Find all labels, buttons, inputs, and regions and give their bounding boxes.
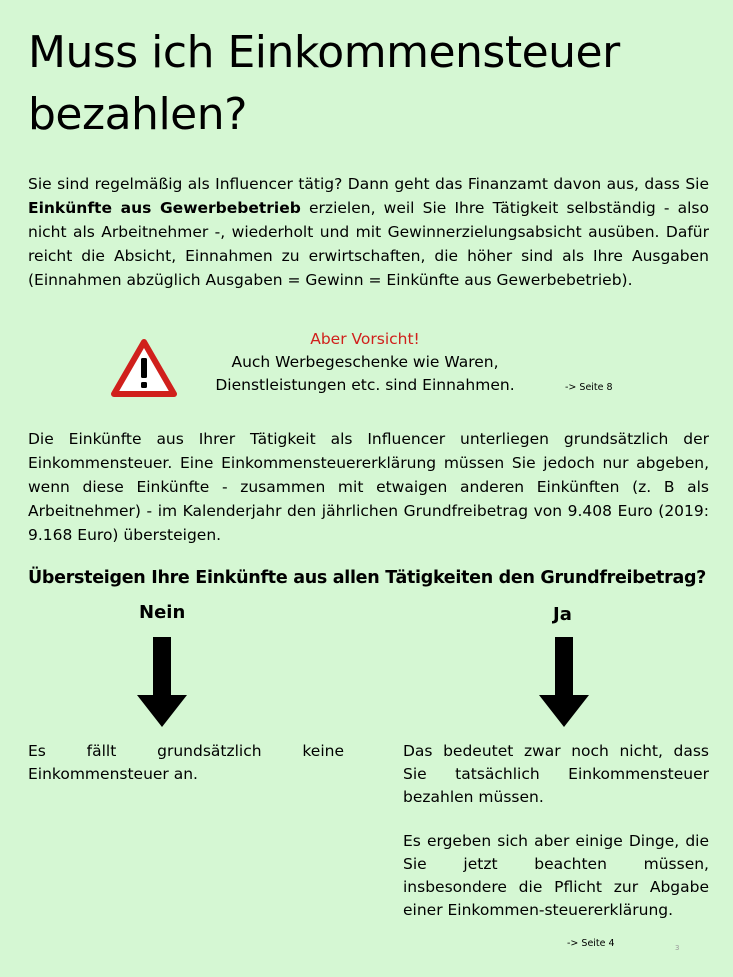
branch-no-label: Nein (139, 602, 186, 623)
page-title: Muss ich Einkommensteuer bezahlen? (28, 27, 620, 140)
arrow-down-icon (539, 637, 589, 727)
page-reference-8: -> Seite 8 (565, 382, 613, 393)
page-reference-4: -> Seite 4 (567, 938, 615, 949)
arrow-down-icon (137, 637, 187, 727)
question-heading: Übersteigen Ihre Einkünfte aus allen Tätigkeiten den Grundfreibetrag? (28, 568, 707, 588)
intro-text-after: erzielen, weil Sie Ihre Tätigkeit selbständig - also nicht als Arbeitnehmer -, wiederholt und mit Gewinnerzielungsabsicht ausüben. Dafür reicht die Absicht, Einnahmen zu erwirtschaften, die höher sind als Ihre Ausgaben (Einnahmen abzüglich Ausgaben = Gewinn = Einkünfte aus Gewerbebetrieb). (28, 199, 709, 289)
warning-triangle-icon (110, 338, 178, 398)
branch-yes-text-1: Das bedeutet zwar noch nicht, dass Sie tatsächlich Einkommensteuer bezahlen müssen. (403, 742, 709, 806)
warning-line-2: Dienstleistungen etc. sind Einnahmen. (215, 376, 515, 394)
intro-paragraph (28, 172, 709, 292)
branch-yes-label: Ja (553, 604, 572, 625)
branch-no-text: Es fällt grundsätzlich keine Einkommensteuer an. (28, 742, 344, 783)
page-number: 3 (675, 944, 680, 952)
intro-text-bold: Einkünfte aus Gewerbebetrieb (28, 199, 301, 217)
warning-box (200, 328, 530, 397)
warning-line-1: Auch Werbegeschenke wie Waren, (231, 353, 499, 371)
branch-yes-text-2: Es ergeben sich aber einige Dinge, die Sie jetzt beachten müssen, insbesondere die Pflicht zur Abgabe einer Einkommen-steuererklärung. (403, 832, 709, 919)
warning-title: Aber Vorsicht! (310, 330, 420, 348)
intro-text-before: Sie sind regelmäßig als Influencer tätig? Dann geht das Finanzamt davon aus, dass Sie (28, 175, 709, 193)
income-paragraph: Die Einkünfte aus Ihrer Tätigkeit als Influencer unterliegen grundsätzlich der Einkommensteuer. Eine Einkommensteuererklärung müssen Sie jedoch nur abgeben, wenn diese Einkünfte - zusammen mit etwaigen anderen Einkünften (z. B als Arbeitnehmer) - im Kalenderjahr den jährlichen Grundfreibetrag von 9.408 Euro (2019: 9.168 Euro) übersteigen. (28, 430, 709, 544)
